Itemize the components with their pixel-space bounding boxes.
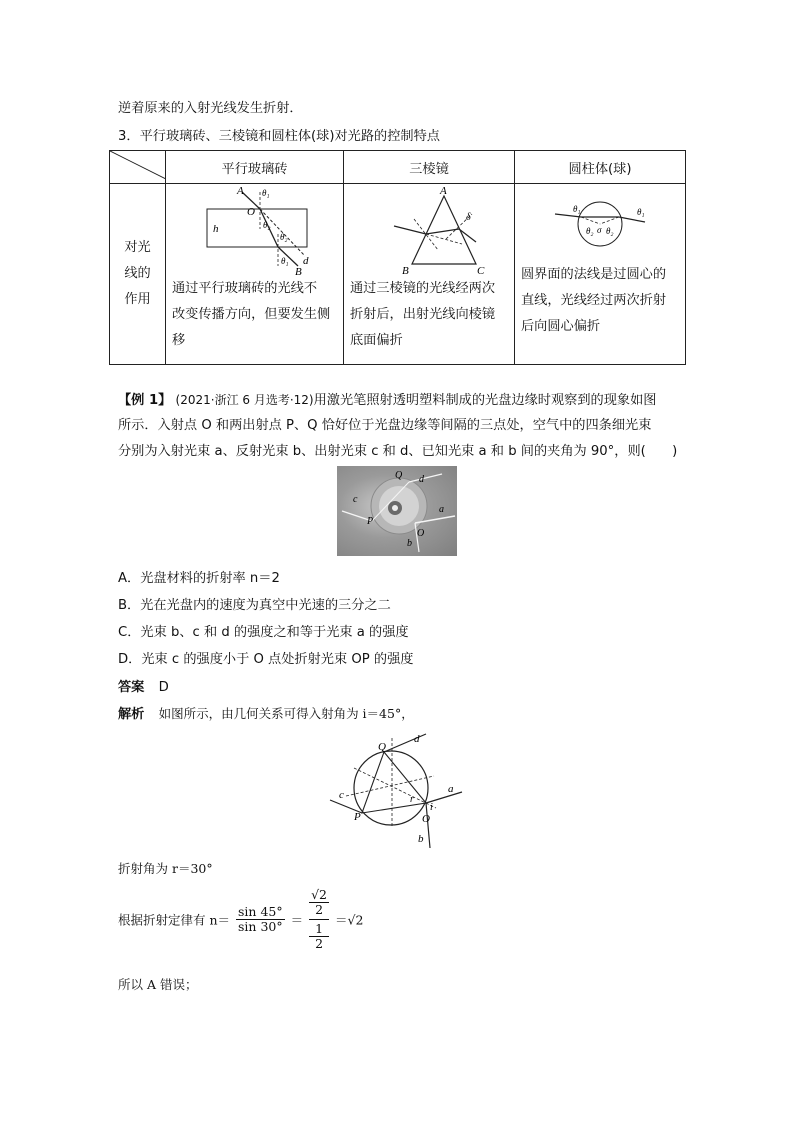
prism-text-line: 通过三棱镜的光线经两次 bbox=[350, 281, 496, 296]
slab-label: h bbox=[212, 223, 218, 235]
answer-line bbox=[118, 676, 169, 695]
sphere-cell bbox=[515, 184, 686, 365]
control-table bbox=[109, 150, 686, 365]
slab-label: O bbox=[246, 206, 255, 218]
slab-cell bbox=[166, 184, 344, 365]
law-equals: ＝ bbox=[290, 912, 304, 928]
refraction-line: 折射角为 r＝30° bbox=[118, 861, 213, 876]
sphere-text-line: 圆界面的法线是过圆心的 bbox=[521, 267, 667, 282]
disc-photo-overlay bbox=[337, 466, 457, 556]
figure-label: O bbox=[422, 813, 430, 825]
sin-denominator: sin 30° bbox=[238, 919, 283, 934]
sphere-label: θ₂ bbox=[586, 226, 594, 236]
figure-label: a bbox=[448, 783, 454, 795]
slab-label: θ₁ bbox=[280, 256, 289, 266]
prism-diagram bbox=[354, 184, 504, 276]
photo-label: d bbox=[419, 474, 424, 485]
prism-text bbox=[344, 276, 514, 354]
prism-text-line: 折射后，出射光线向棱镜 bbox=[350, 307, 496, 322]
intro-line: 逆着原来的入射光线发生折射． bbox=[118, 101, 303, 116]
row-label bbox=[110, 184, 166, 365]
snell-formula bbox=[118, 888, 363, 951]
slab-label: B bbox=[294, 266, 302, 276]
sphere-label: θ₁ bbox=[637, 207, 645, 217]
prism-label: B bbox=[402, 265, 409, 276]
slab-text bbox=[166, 276, 343, 354]
slab-label: d bbox=[302, 255, 308, 267]
sphere-label: θ₂ bbox=[606, 226, 614, 236]
slab-text-line: 改变传播方向，但要发生侧 bbox=[172, 307, 331, 322]
prism-cell bbox=[344, 184, 515, 365]
sphere-label: σ bbox=[597, 225, 602, 235]
example-tag: 【例 1】 bbox=[118, 393, 172, 408]
prism-label: C bbox=[477, 265, 485, 276]
slab-label: θ₂ bbox=[262, 220, 271, 230]
photo-label: c bbox=[353, 494, 358, 505]
figure-label: P bbox=[354, 811, 361, 823]
slab-text-line: 通过平行玻璃砖的光线不 bbox=[172, 281, 318, 296]
row-label-line: 作用 bbox=[124, 292, 151, 307]
figure-label: Q bbox=[378, 741, 386, 753]
sphere-text-line: 直线，光线经过两次折射 bbox=[521, 293, 667, 308]
photo-label: O bbox=[417, 528, 425, 539]
disc-photo bbox=[337, 466, 457, 556]
photo-label: b bbox=[407, 538, 412, 549]
disc-geometry-figure bbox=[326, 728, 466, 850]
slab-label: θ₂ bbox=[279, 232, 288, 242]
law-result: ＝√2 bbox=[335, 912, 364, 928]
slab-diagram bbox=[180, 184, 330, 276]
example-stem-line-3: 分别为入射光束 a、反射光束 b、出射光束 c 和 d、已知光束 a 和 b 间的夹角为 90°，则( ) bbox=[118, 444, 678, 459]
table-header-row bbox=[110, 151, 686, 184]
table-header-prism: 三棱镜 bbox=[344, 151, 515, 184]
sphere-text bbox=[515, 262, 685, 340]
example-stem-text: 用激光笔照射透明塑料制成的光盘边缘时观察到的现象如图 bbox=[313, 393, 657, 408]
diagonal-line bbox=[110, 151, 166, 179]
two: 2 bbox=[315, 936, 324, 951]
one: 1 bbox=[309, 922, 329, 937]
table-body-row bbox=[110, 184, 686, 365]
section-heading: 3．平行玻璃砖、三棱镜和圆柱体(球)对光路的控制特点 bbox=[118, 129, 440, 144]
analysis-text: 如图所示，由几何关系可得入射角为 i＝45°， bbox=[158, 706, 414, 721]
compound-fraction bbox=[309, 888, 329, 951]
prism-label: δ bbox=[466, 212, 471, 223]
sphere-label: θ₁ bbox=[573, 204, 581, 214]
option-a: A．光盘材料的折射率 n＝2 bbox=[118, 571, 280, 586]
row-label-line: 线的 bbox=[124, 266, 151, 281]
figure-label: d bbox=[414, 733, 420, 745]
slab-label: A bbox=[236, 185, 244, 197]
figure-label: i bbox=[430, 802, 433, 813]
figure-label: r bbox=[410, 794, 414, 805]
option-b: B．光在光盘内的速度为真空中光速的三分之二 bbox=[118, 598, 391, 613]
slab-label: θ₁ bbox=[261, 188, 270, 198]
table-corner-cell bbox=[110, 151, 166, 184]
prism-label: A bbox=[440, 185, 447, 197]
example-stem-line-2: 所示．入射点 O 和两出射点 P、Q 恰好位于光盘边缘等间隔的三点处，空气中的四条细光束 bbox=[118, 418, 652, 433]
option-d: D．光束 c 的强度小于 O 点处折射光束 OP 的强度 bbox=[118, 652, 414, 667]
sphere-text-line: 后向圆心偏折 bbox=[521, 319, 601, 334]
sphere-diagram bbox=[525, 184, 675, 256]
analysis-line bbox=[118, 703, 414, 722]
photo-label: Q bbox=[395, 470, 403, 481]
law-prefix: 根据折射定律有 n＝ bbox=[118, 912, 231, 928]
figure-label: b bbox=[418, 833, 424, 845]
sqrt2-over-2 bbox=[309, 888, 329, 917]
answer-value: D bbox=[158, 680, 169, 695]
answer-label: 答案 bbox=[118, 680, 145, 695]
one-over-2 bbox=[309, 922, 329, 951]
table-header-slab: 平行玻璃砖 bbox=[166, 151, 344, 184]
sin-numerator: sin 45° bbox=[238, 904, 283, 919]
figure-label: c bbox=[339, 789, 344, 801]
photo-label: a bbox=[439, 504, 444, 515]
sin-fraction bbox=[236, 905, 285, 934]
table-header-sphere: 圆柱体(球) bbox=[515, 151, 686, 184]
photo-label: P bbox=[367, 516, 374, 527]
prism-text-line: 底面偏折 bbox=[350, 333, 403, 348]
example-source: (2021·浙江 6 月选考·12) bbox=[175, 393, 314, 407]
option-c: C．光束 b、c 和 d 的强度之和等于光束 a 的强度 bbox=[118, 625, 409, 640]
sqrt2: √2 bbox=[311, 887, 328, 902]
example-stem-line-1 bbox=[118, 389, 657, 408]
row-label-line: 对光 bbox=[124, 240, 151, 255]
slab-text-line: 移 bbox=[172, 333, 186, 348]
analysis-label: 解析 bbox=[118, 707, 145, 722]
two: 2 bbox=[315, 902, 324, 917]
conclusion-line: 所以 A 错误； bbox=[118, 977, 198, 992]
